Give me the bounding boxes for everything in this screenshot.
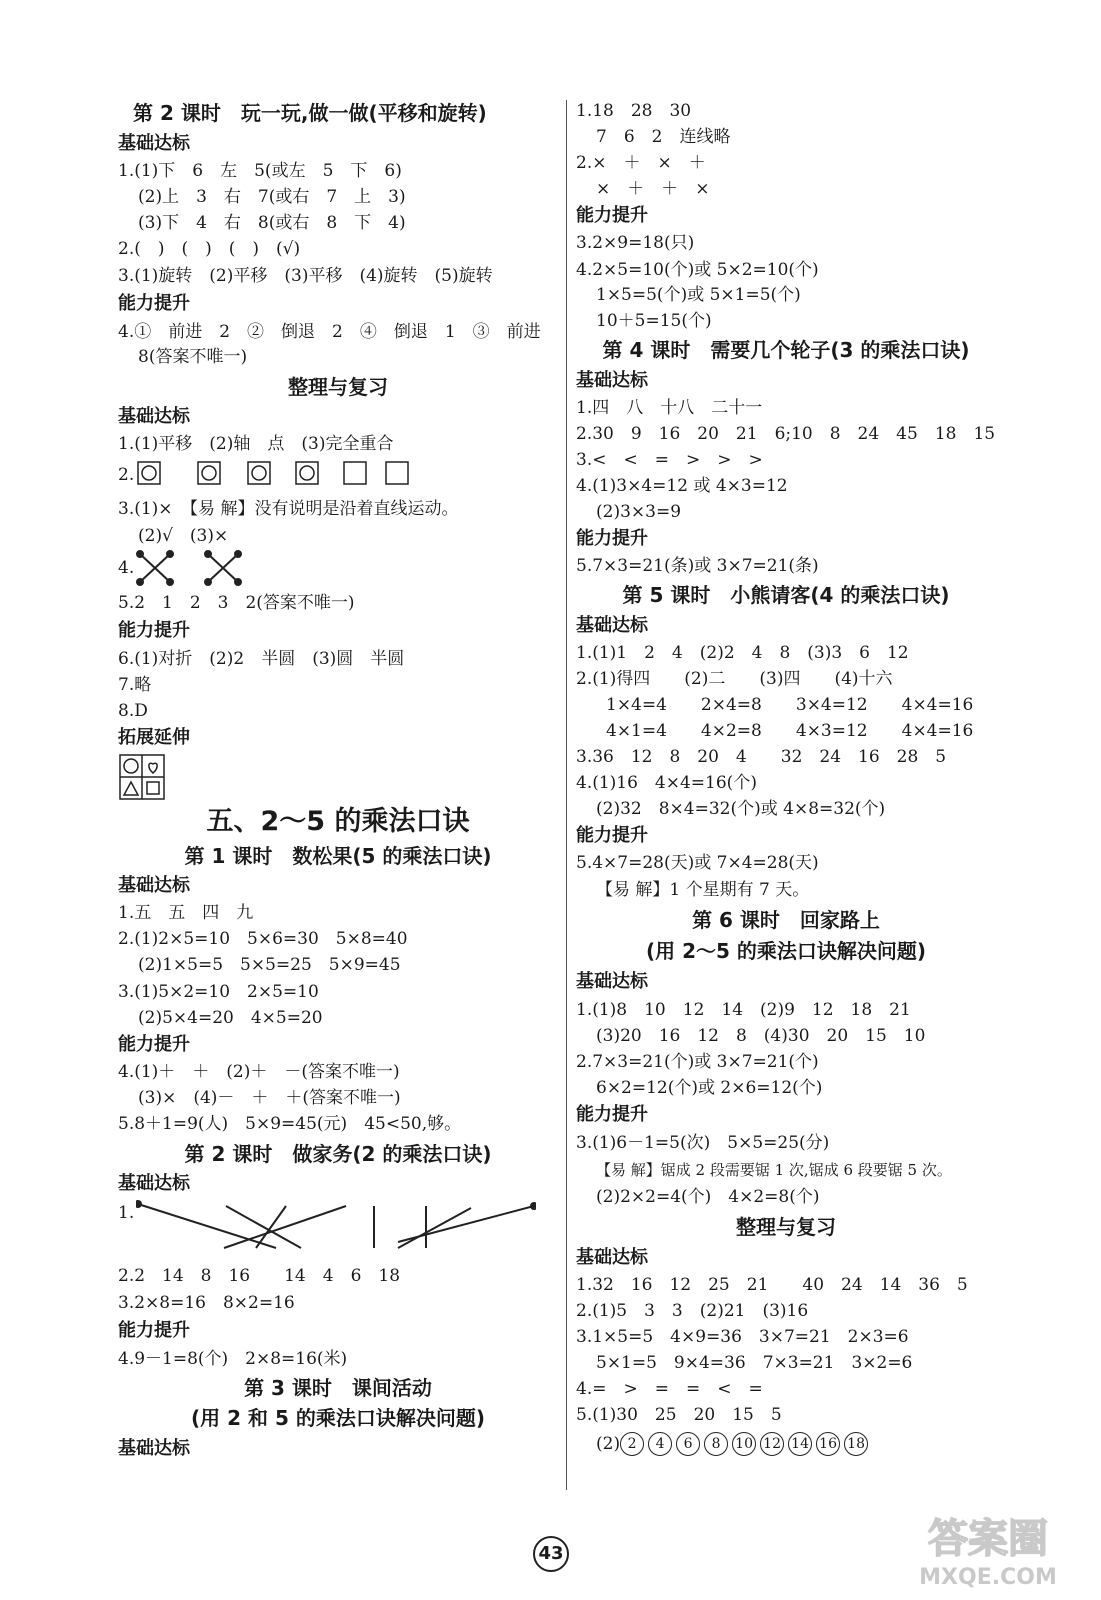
answer-line: 2. xyxy=(118,465,135,485)
answer-line: 7.略 xyxy=(118,675,152,695)
circled-number: 10 xyxy=(732,1432,756,1456)
answer-line: 2.2 14 8 16 14 4 6 18 xyxy=(118,1266,401,1286)
answer-label: (2) xyxy=(596,1434,621,1454)
matching-lines-figure xyxy=(136,1198,536,1256)
hint-line: 【易 解】锯成 2 段需要锯 1 次,锯成 6 段要锯 5 次。 xyxy=(596,1161,952,1179)
section-heading: 能力提升 xyxy=(118,293,190,314)
answer-line: 1.(1)1 2 4 (2)2 4 8 (3)3 6 12 xyxy=(576,643,909,663)
answer-line: (2)5×4=20 4×5=20 xyxy=(138,1008,323,1028)
answer-line: 5.7×3=21(条)或 3×7=21(条) xyxy=(576,556,819,576)
review-title: 整理与复习 xyxy=(288,375,388,399)
answer-line: 6.(1)对折 (2)2 半圆 (3)圆 半圆 xyxy=(118,649,405,669)
section-heading: 基础达标 xyxy=(576,615,648,636)
answer-line: 4.9－1=8(个) 2×8=16(米) xyxy=(118,1349,348,1369)
answer-line: 7 6 2 连线略 xyxy=(596,127,731,147)
hint-line: 【易 解】1 个星期有 7 天。 xyxy=(596,880,810,900)
answer-line: (2)1×5=5 5×5=25 5×9=45 xyxy=(138,955,401,975)
watermark-bottom-text: MXQE.COM xyxy=(919,1565,1057,1590)
answer-line: 1.(1)8 10 12 14 (2)9 12 18 21 xyxy=(576,1000,911,1020)
section-heading: 能力提升 xyxy=(118,1034,190,1055)
answer-line: 2.(1)得四 (2)二 (3)四 (4)十六 xyxy=(576,669,893,689)
section-heading: 基础达标 xyxy=(576,1247,648,1268)
section-heading: 基础达标 xyxy=(118,133,190,154)
circled-number: 4 xyxy=(648,1432,672,1456)
section-heading: 能力提升 xyxy=(576,528,648,549)
answer-line: 6×2=12(个)或 2×6=12(个) xyxy=(596,1078,823,1098)
answer-line: 1.18 28 30 xyxy=(576,101,692,121)
section-heading: 能力提升 xyxy=(118,620,190,641)
lesson-subtitle: (用 2～5 的乘法口诀解决问题) xyxy=(645,939,927,963)
answer-line: 1. xyxy=(118,1203,135,1223)
column-divider xyxy=(566,100,567,1490)
circled-number: 18 xyxy=(844,1432,868,1456)
lesson-title: 第 4 课时 需要几个轮子(3 的乘法口诀) xyxy=(602,338,970,362)
answer-line: (2)3×3=9 xyxy=(596,502,682,522)
shape-answers-figure xyxy=(136,460,416,488)
circled-number: 14 xyxy=(788,1432,812,1456)
circled-numbers xyxy=(620,1432,872,1456)
answer-line: 3.2×8=16 8×2=16 xyxy=(118,1293,295,1313)
answer-line: 1.四 八 十八 二十一 xyxy=(576,398,763,418)
watermark-logo xyxy=(883,1502,1093,1592)
section-heading: 能力提升 xyxy=(576,1104,648,1125)
circled-numbers-line xyxy=(596,1432,872,1456)
review-title: 整理与复习 xyxy=(736,1215,836,1239)
answer-line: 1.五 五 四 九 xyxy=(118,903,254,923)
answer-line: 2.× ＋ × ＋ xyxy=(576,153,706,173)
chapter-title: 五、2～5 的乘法口诀 xyxy=(206,806,470,837)
cross-lines-figure xyxy=(136,548,246,588)
answer-line: 5.(1)30 25 20 15 5 xyxy=(576,1405,782,1425)
page-number: 43 xyxy=(533,1536,569,1572)
answer-line: (3)下 4 右 8(或右 8 下 4) xyxy=(138,213,406,233)
answer-line: 3.(1)6－1=5(次) 5×5=25(分) xyxy=(576,1133,830,1153)
circled-number: 8 xyxy=(704,1432,728,1456)
section-heading: 基础达标 xyxy=(576,971,648,992)
answer-line: 10＋5=15(个) xyxy=(596,311,712,331)
section-heading: 基础达标 xyxy=(118,1173,190,1194)
answer-line: 5×1=5 9×4=36 7×3=21 3×2=6 xyxy=(596,1353,913,1373)
answer-line: 4.(1)16 4×4=16(个) xyxy=(576,773,757,793)
circled-number: 6 xyxy=(676,1432,700,1456)
answer-line: (2)2×2=4(个) 4×2=8(个) xyxy=(596,1187,820,1207)
answer-line: 4.(1)3×4=12 或 4×3=12 xyxy=(576,476,788,496)
answer-line: 1.32 16 12 25 21 40 24 14 36 5 xyxy=(576,1275,968,1295)
answer-line: 8(答案不唯一) xyxy=(138,347,248,367)
answer-line: 5.4×7=28(天)或 7×4=28(天) xyxy=(576,853,819,873)
answer-line: 2.(1)2×5=10 5×6=30 5×8=40 xyxy=(118,929,408,949)
answer-line: 5.2 1 2 3 2(答案不唯一) xyxy=(118,593,355,613)
answer-line: 1×5=5(个)或 5×1=5(个) xyxy=(596,285,801,305)
section-heading: 基础达标 xyxy=(118,1438,190,1459)
answer-line: (3)× (4)－ ＋ ＋(答案不唯一) xyxy=(138,1088,401,1108)
section-heading: 能力提升 xyxy=(118,1320,190,1341)
section-heading: 基础达标 xyxy=(118,875,190,896)
lesson-title: 第 5 课时 小熊请客(4 的乘法口诀) xyxy=(622,583,950,607)
extension-shape-grid xyxy=(118,753,168,803)
answer-line: 4. xyxy=(118,558,135,578)
circled-number: 12 xyxy=(760,1432,784,1456)
answer-line: 5.8＋1=9(人) 5×9=45(元) 45<50,够。 xyxy=(118,1114,462,1134)
answer-line: 2.7×3=21(个)或 3×7=21(个) xyxy=(576,1052,819,1072)
section-heading: 能力提升 xyxy=(576,825,648,846)
lesson-subtitle: (用 2 和 5 的乘法口诀解决问题) xyxy=(191,1406,485,1430)
answer-line: (3)20 16 12 8 (4)30 20 15 10 xyxy=(596,1026,926,1046)
answer-line: 4.(1)＋ ＋ (2)＋ －(答案不唯一) xyxy=(118,1062,400,1082)
answer-line: 4×1=4 4×2=8 4×3=12 4×4=16 xyxy=(606,721,974,741)
lesson-title: 第 2 课时 玩一玩,做一做(平移和旋转) xyxy=(133,101,487,125)
answer-line: × ＋ ＋ × xyxy=(596,179,710,199)
circled-number: 16 xyxy=(816,1432,840,1456)
answer-line: 8.D xyxy=(118,701,148,721)
lesson-title: 第 6 课时 回家路上 xyxy=(692,908,880,932)
section-heading: 基础达标 xyxy=(576,370,648,391)
answer-line: 3.1×5=5 4×9=36 3×7=21 2×3=6 xyxy=(576,1327,909,1347)
section-heading: 基础达标 xyxy=(118,406,190,427)
answer-line: 4.2×5=10(个)或 5×2=10(个) xyxy=(576,260,819,280)
answer-line: (2)√ (3)× xyxy=(138,526,229,546)
watermark-top-text: 答案圈 xyxy=(928,1516,1048,1562)
answer-line: 3.(1)旋转 (2)平移 (3)平移 (4)旋转 (5)旋转 xyxy=(118,266,493,286)
answer-line: 1×4=4 2×4=8 3×4=12 4×4=16 xyxy=(606,695,974,715)
answer-line: (2)上 3 右 7(或右 7 上 3) xyxy=(138,187,406,207)
section-heading: 能力提升 xyxy=(576,205,648,226)
section-heading: 拓展延伸 xyxy=(118,727,190,748)
answer-line: 3.(1)5×2=10 2×5=10 xyxy=(118,982,319,1002)
answer-line: 2.( ) ( ) ( ) (√) xyxy=(118,239,301,259)
circled-number: 2 xyxy=(620,1432,644,1456)
answer-line: 1.(1)下 6 左 5(或左 5 下 6) xyxy=(118,161,402,181)
answer-line: 2.30 9 16 20 21 6;10 8 24 45 18 15 xyxy=(576,424,996,444)
answer-line: 4.= > = = < = xyxy=(576,1379,763,1399)
lesson-title: 第 2 课时 做家务(2 的乘法口诀) xyxy=(184,1142,492,1166)
answer-line: 3.2×9=18(只) xyxy=(576,233,695,253)
answer-line: 3.36 12 8 20 4 32 24 16 28 5 xyxy=(576,747,947,767)
answer-line: (2)32 8×4=32(个)或 4×8=32(个) xyxy=(596,799,886,819)
answer-line: 4.① 前进 2 ② 倒退 2 ④ 倒退 1 ③ 前进 xyxy=(118,322,541,342)
answer-line: 3.(1)× 【易 解】没有说明是沿着直线运动。 xyxy=(118,499,459,519)
answer-line: 2.(1)5 3 3 (2)21 (3)16 xyxy=(576,1301,809,1321)
answer-line: 3.< < = > > > xyxy=(576,450,763,470)
lesson-title: 第 3 课时 课间活动 xyxy=(244,1376,432,1400)
answer-line: 1.(1)平移 (2)轴 点 (3)完全重合 xyxy=(118,434,394,454)
lesson-title: 第 1 课时 数松果(5 的乘法口诀) xyxy=(184,844,492,868)
